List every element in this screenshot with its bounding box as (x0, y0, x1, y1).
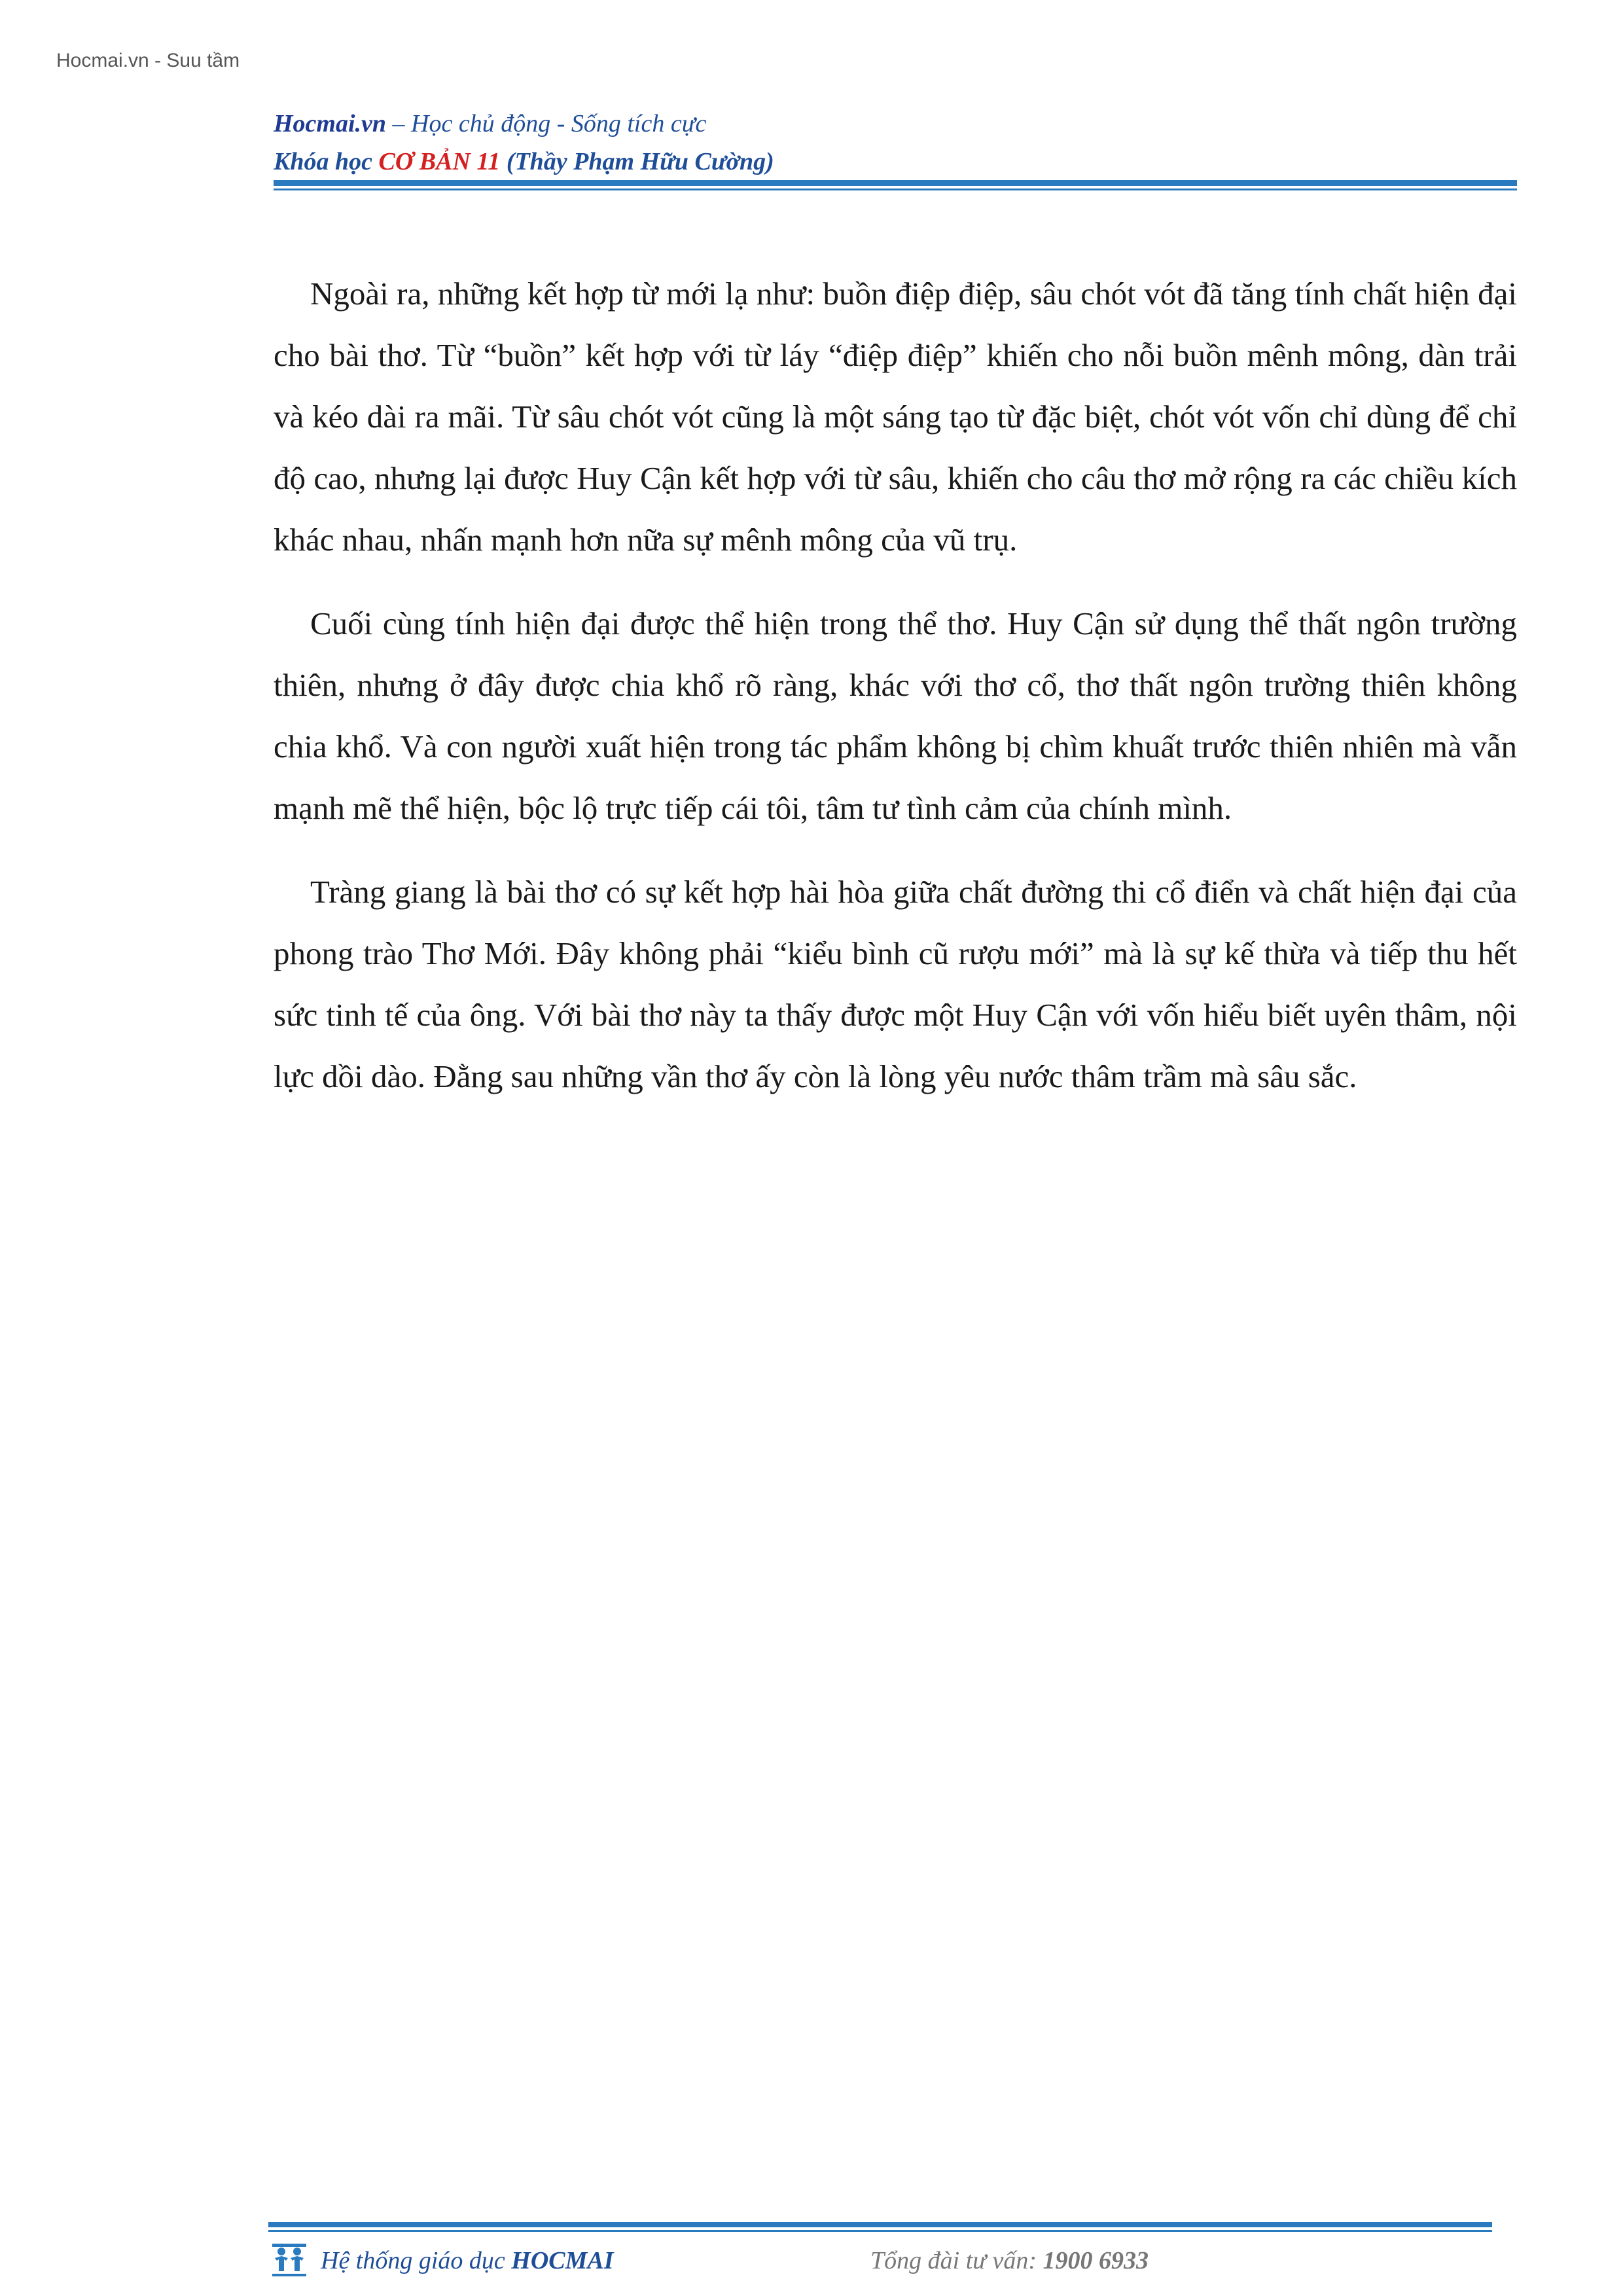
header-line-course (274, 143, 1517, 181)
footer-system-text (321, 2246, 614, 2275)
header-course-name: CƠ BẢN 11 (378, 148, 501, 175)
header-slogan: – Học chủ động - Sống tích cực (386, 110, 707, 137)
header-line-brand (274, 105, 1517, 143)
footer-phone: 1900 6933 (1043, 2247, 1149, 2274)
footer-left-brand: HOCMAI (511, 2247, 614, 2274)
header-teacher: (Thầy Phạm Hữu Cường) (500, 148, 774, 175)
body-paragraph-1: Ngoài ra, những kết hợp từ mới lạ như: buồn điệp điệp, sâu chót vót đã tăng tính chất hiện đại cho bài thơ. Từ “buồn” kết hợp với từ láy “điệp điệp” khiến cho nỗi buồn mênh mông, dàn trải và kéo dài ra mãi. Từ sâu chót vót cũng là một sáng tạo từ đặc biệt, chót vót vốn chỉ dùng để chỉ độ cao, nhưng lại được Huy Cận kết hợp với từ sâu, khiến cho câu thơ mở rộng ra các chiều kích khác nhau, nhấn mạnh hơn nữa sự mênh mông của vũ trụ. (274, 276, 1517, 558)
document-body (274, 263, 1517, 1130)
watermark-text: Hocmai.vn - Suu tầm (56, 50, 240, 71)
footer-hotline-text (870, 2246, 1149, 2275)
footer-divider-thin (268, 2230, 1492, 2232)
header-divider (274, 180, 1517, 190)
page-header (274, 105, 1517, 181)
footer-left-prefix: Hệ thống giáo dục (321, 2247, 512, 2274)
page-footer (268, 2238, 1492, 2284)
body-paragraph-2: Cuối cùng tính hiện đại được thể hiện trong thể thơ. Huy Cận sử dụng thể thất ngôn trường thiên, nhưng ở đây được chia khổ rõ ràng, khác với thơ cổ, thơ thất ngôn trường thiên không chia khổ. Và con người xuất hiện trong tác phẩm không bị chìm khuất trước thiên nhiên mà vẫn mạnh mẽ thể hiện, bộc lộ trực tiếp cái tôi, tâm tư tình cảm của chính mình. (274, 605, 1517, 826)
header-brand: Hocmai.vn (274, 110, 387, 137)
header-course-prefix: Khóa học (274, 148, 379, 175)
hocmai-logo-icon (268, 2238, 310, 2279)
footer-divider (268, 2222, 1492, 2232)
body-paragraph-3: Tràng giang là bài thơ có sự kết hợp hài hòa giữa chất đường thi cổ điển và chất hiện đại của phong trào Thơ Mới. Đây không phải “kiểu bình cũ rượu mới” mà là sự kế thừa và tiếp thu hết sức tinh tế của ông. Với bài thơ này ta thấy được một Huy Cận với vốn hiểu biết uyên thâm, nội lực dồi dào. Đằng sau những vần thơ ấy còn là lòng yêu nước thâm trầm mà sâu sắc. (274, 874, 1517, 1094)
header-divider-thin (274, 188, 1517, 190)
footer-divider-thick (268, 2222, 1492, 2227)
footer-right-prefix: Tổng đài tư vấn: (870, 2247, 1043, 2274)
header-divider-thick (274, 180, 1517, 186)
